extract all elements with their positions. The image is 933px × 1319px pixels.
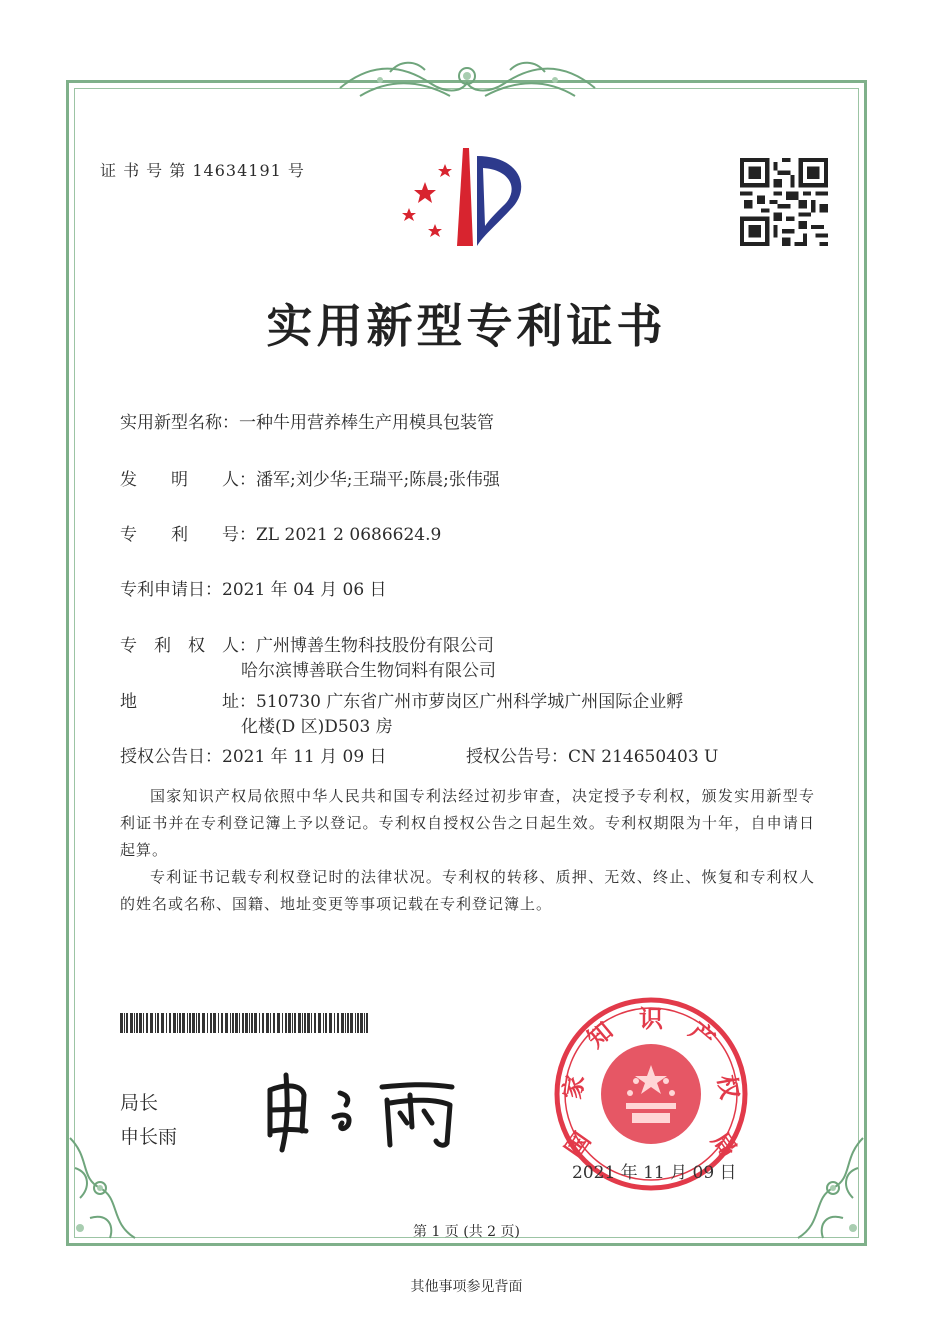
- patentee-label: 专 利 权 人：: [120, 636, 256, 656]
- inventor-label: 发 明 人：: [120, 470, 256, 490]
- address-value-2: 化楼(D 区)D503 房: [241, 717, 393, 737]
- director-signature: [262, 1065, 472, 1155]
- svg-text:国: 国: [558, 1126, 597, 1163]
- svg-text:产: 产: [683, 1015, 721, 1054]
- grant-number-label: 授权公告号：: [466, 747, 568, 767]
- certificate-number-value: 14634191: [192, 161, 282, 180]
- director-name: 申长雨: [120, 1126, 178, 1148]
- legal-statement: [120, 783, 815, 918]
- grant-date-label: 授权公告日：: [120, 747, 222, 767]
- barcode: [120, 1013, 370, 1033]
- field-patent-number: [120, 520, 441, 545]
- address-label: 地 址：: [120, 692, 256, 712]
- certificate-title: 实用新型专利证书: [266, 299, 667, 353]
- address-value-1: 510730 广东省广州市萝岗区广州科学城广州国际企业孵: [256, 692, 684, 712]
- grant-number-value: CN 214650403 U: [568, 747, 719, 767]
- patent-number-value: ZL 2021 2 0686624.9: [256, 525, 442, 545]
- field-utility-name: [120, 408, 494, 433]
- utility-name-label: 实用新型名称：: [120, 413, 239, 433]
- top-ornament: [330, 58, 605, 106]
- certificate-number-label: 证 书 号 第: [100, 161, 187, 180]
- seal-date: 2021 年 11 月 09 日: [572, 1163, 737, 1183]
- application-date-label: 专利申请日：: [120, 580, 222, 600]
- inventor-value: 潘军;刘少华;王瑞平;陈晨;张伟强: [256, 470, 500, 490]
- field-grant-date: [120, 742, 387, 767]
- legal-paragraph-1: 国家知识产权局依照中华人民共和国专利法经过初步审查，决定授予专利权，颁发实用新型专利证书并在专利登记簿上予以登记。专利权自授权公告之日起生效。专利权期限为十年，自申请日起算。: [120, 787, 815, 859]
- patent-number-label: 专 利 号：: [120, 525, 256, 545]
- field-application-date: [120, 575, 387, 600]
- page-number: 第 1 页 (共 2 页): [413, 1224, 520, 1240]
- field-address: [120, 687, 683, 712]
- field-grant-number: [466, 742, 718, 767]
- qr-code: [740, 158, 828, 246]
- back-note: 其他事项参见背面: [410, 1279, 523, 1295]
- svg-text:局: 局: [705, 1126, 744, 1163]
- field-inventor: [120, 465, 500, 490]
- legal-paragraph-2: 专利证书记载专利权登记时的法律状况。专利权的转移、质押、无效、终止、恢复和专利权人的姓名或名称、国籍、地址变更等事项记载在专利登记簿上。: [120, 868, 815, 913]
- patent-office-logo: [395, 148, 545, 248]
- certificate-number-suffix: 号: [287, 161, 305, 180]
- patentee-value-2: 哈尔滨博善联合生物饲料有限公司: [241, 661, 496, 681]
- field-patentee: [120, 631, 494, 656]
- svg-text:识: 识: [639, 1004, 663, 1033]
- svg-text:权: 权: [712, 1072, 745, 1102]
- director-title: 局长: [120, 1092, 159, 1114]
- grant-date-value: 2021 年 11 月 09 日: [222, 747, 387, 767]
- application-date-value: 2021 年 04 月 06 日: [222, 580, 387, 600]
- certificate-number: [100, 158, 305, 181]
- svg-text:家: 家: [557, 1072, 590, 1102]
- utility-name-value: 一种牛用营养棒生产用模具包装管: [239, 413, 494, 433]
- svg-text:知: 知: [581, 1015, 619, 1054]
- patentee-value-1: 广州博善生物科技股份有限公司: [256, 636, 494, 656]
